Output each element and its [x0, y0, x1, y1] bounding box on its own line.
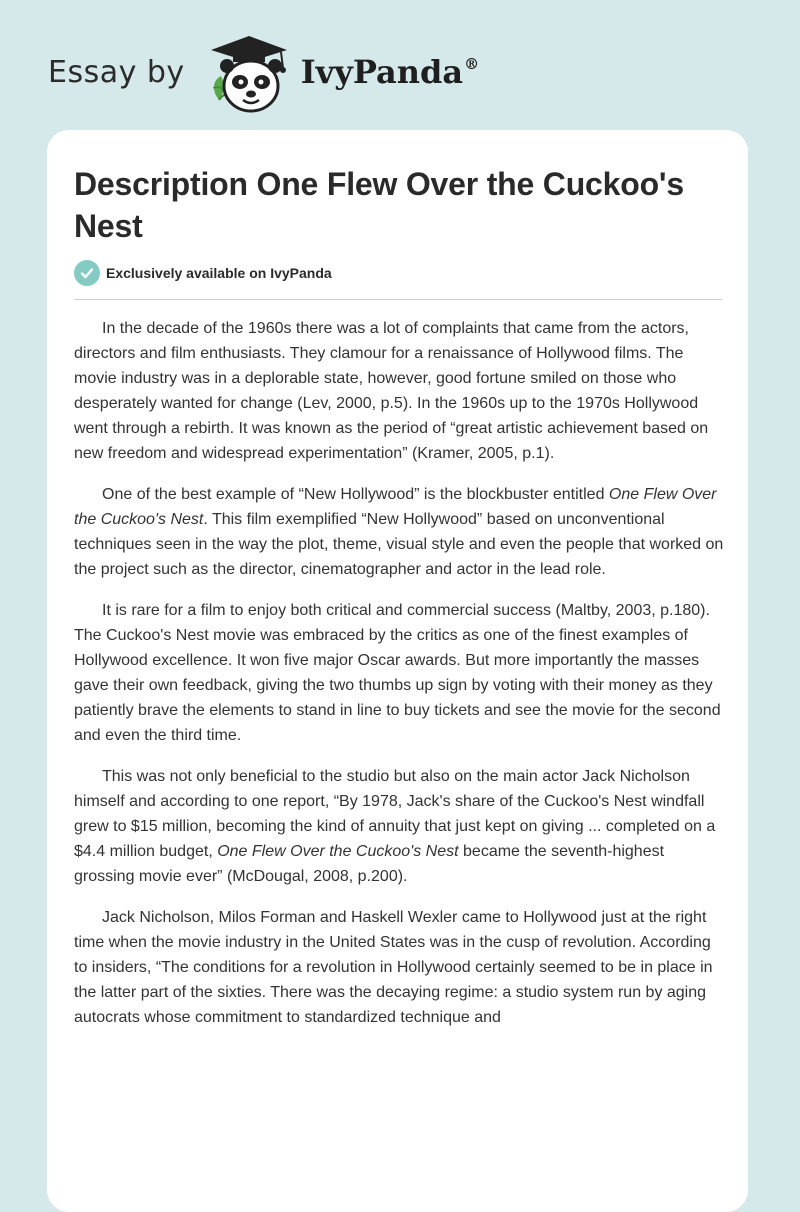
paragraph-5 — [74, 905, 724, 1030]
film-title-italic: One Flew Over the Cuckoo's Nest — [217, 843, 459, 860]
brand-name[interactable]: IvyPanda® — [300, 53, 480, 91]
paragraph-text: One of the best example of “New Hollywood” is the blockbuster entitled — [102, 486, 609, 503]
paragraph-4 — [74, 764, 724, 889]
paragraph-3 — [74, 598, 724, 748]
paragraph-text: This was not only beneficial to the studio but also on the main actor Jack Nicholson himself and according to one report, “By 1978, Jack's share of the Cuckoo's Nest windfall grew to $15 million, becoming the kind of annuity that just kept on giving ... completed on a $4.4 million budget, — [74, 768, 716, 860]
exclusive-badge — [74, 260, 721, 286]
badge-label: Exclusively available on IvyPanda — [106, 265, 332, 281]
film-title-italic: One Flew Over the Cuckoo's Nest — [74, 486, 717, 528]
paragraph-text: It is rare for a film to enjoy both critical and commercial success (Maltby, 2003, p.180). The Cuckoo's Nest movie was embraced by the critics as one of the finest examples of Hollywood excellence. It won five major Oscar awards. But more importantly the masses gave their own feedback, giving the two thumbs up sign by voting with their money as they patiently brave the elements to stand in line to buy tickets and see the movie for the second and even the third time. — [74, 602, 721, 744]
registered-mark: ® — [464, 55, 480, 73]
paragraph-text: Jack Nicholson, Milos Forman and Haskell Wexler came to Hollywood just at the right time when the movie industry in the United States was in the cusp of revolution. According to insiders, “The conditions for a revolution in Hollywood certainly seemed to be in place in the latter part of the sixties. There was the decaying regime: a studio system run by aging autocrats whose commitment to standardized technique and — [74, 909, 713, 1026]
paragraph-2 — [74, 482, 724, 582]
paragraph-text: became the seventh-highest grossing movie ever” (McDougal, 2008, p.200). — [74, 843, 665, 885]
essay-card — [47, 130, 748, 1212]
paragraph-text: In the decade of the 1960s there was a lot of complaints that came from the actors, directors and film enthusiasts. They clamour for a renaissance of Hollywood films. The movie industry was in a deplorable state, however, good fortune smiled on those who desperately wanted for change (Lev, 2000, p.5). In the 1960s up to the 1970s Hollywood went through a rebirth. It was known as the period of “great artistic achievement based on new freedom and widespread experimentation” (Kramer, 2005, p.1). — [74, 320, 709, 462]
paragraph-text: . This film exemplified “New Hollywood” based on unconventional techniques seen in the way the plot, theme, visual style and even the people that worked on the project such as the director, cinematographer and actor in the lead role. — [74, 511, 724, 578]
essay-by-label: Essay by — [48, 54, 185, 90]
check-circle-icon — [74, 260, 100, 286]
paragraph-1 — [74, 316, 724, 466]
page-title: Description One Flew Over the Cuckoo's Nest — [74, 166, 684, 244]
divider — [74, 299, 722, 300]
panda-graduate-logo-icon[interactable] — [203, 30, 295, 114]
site-header — [48, 30, 479, 114]
article-body — [74, 316, 724, 1030]
